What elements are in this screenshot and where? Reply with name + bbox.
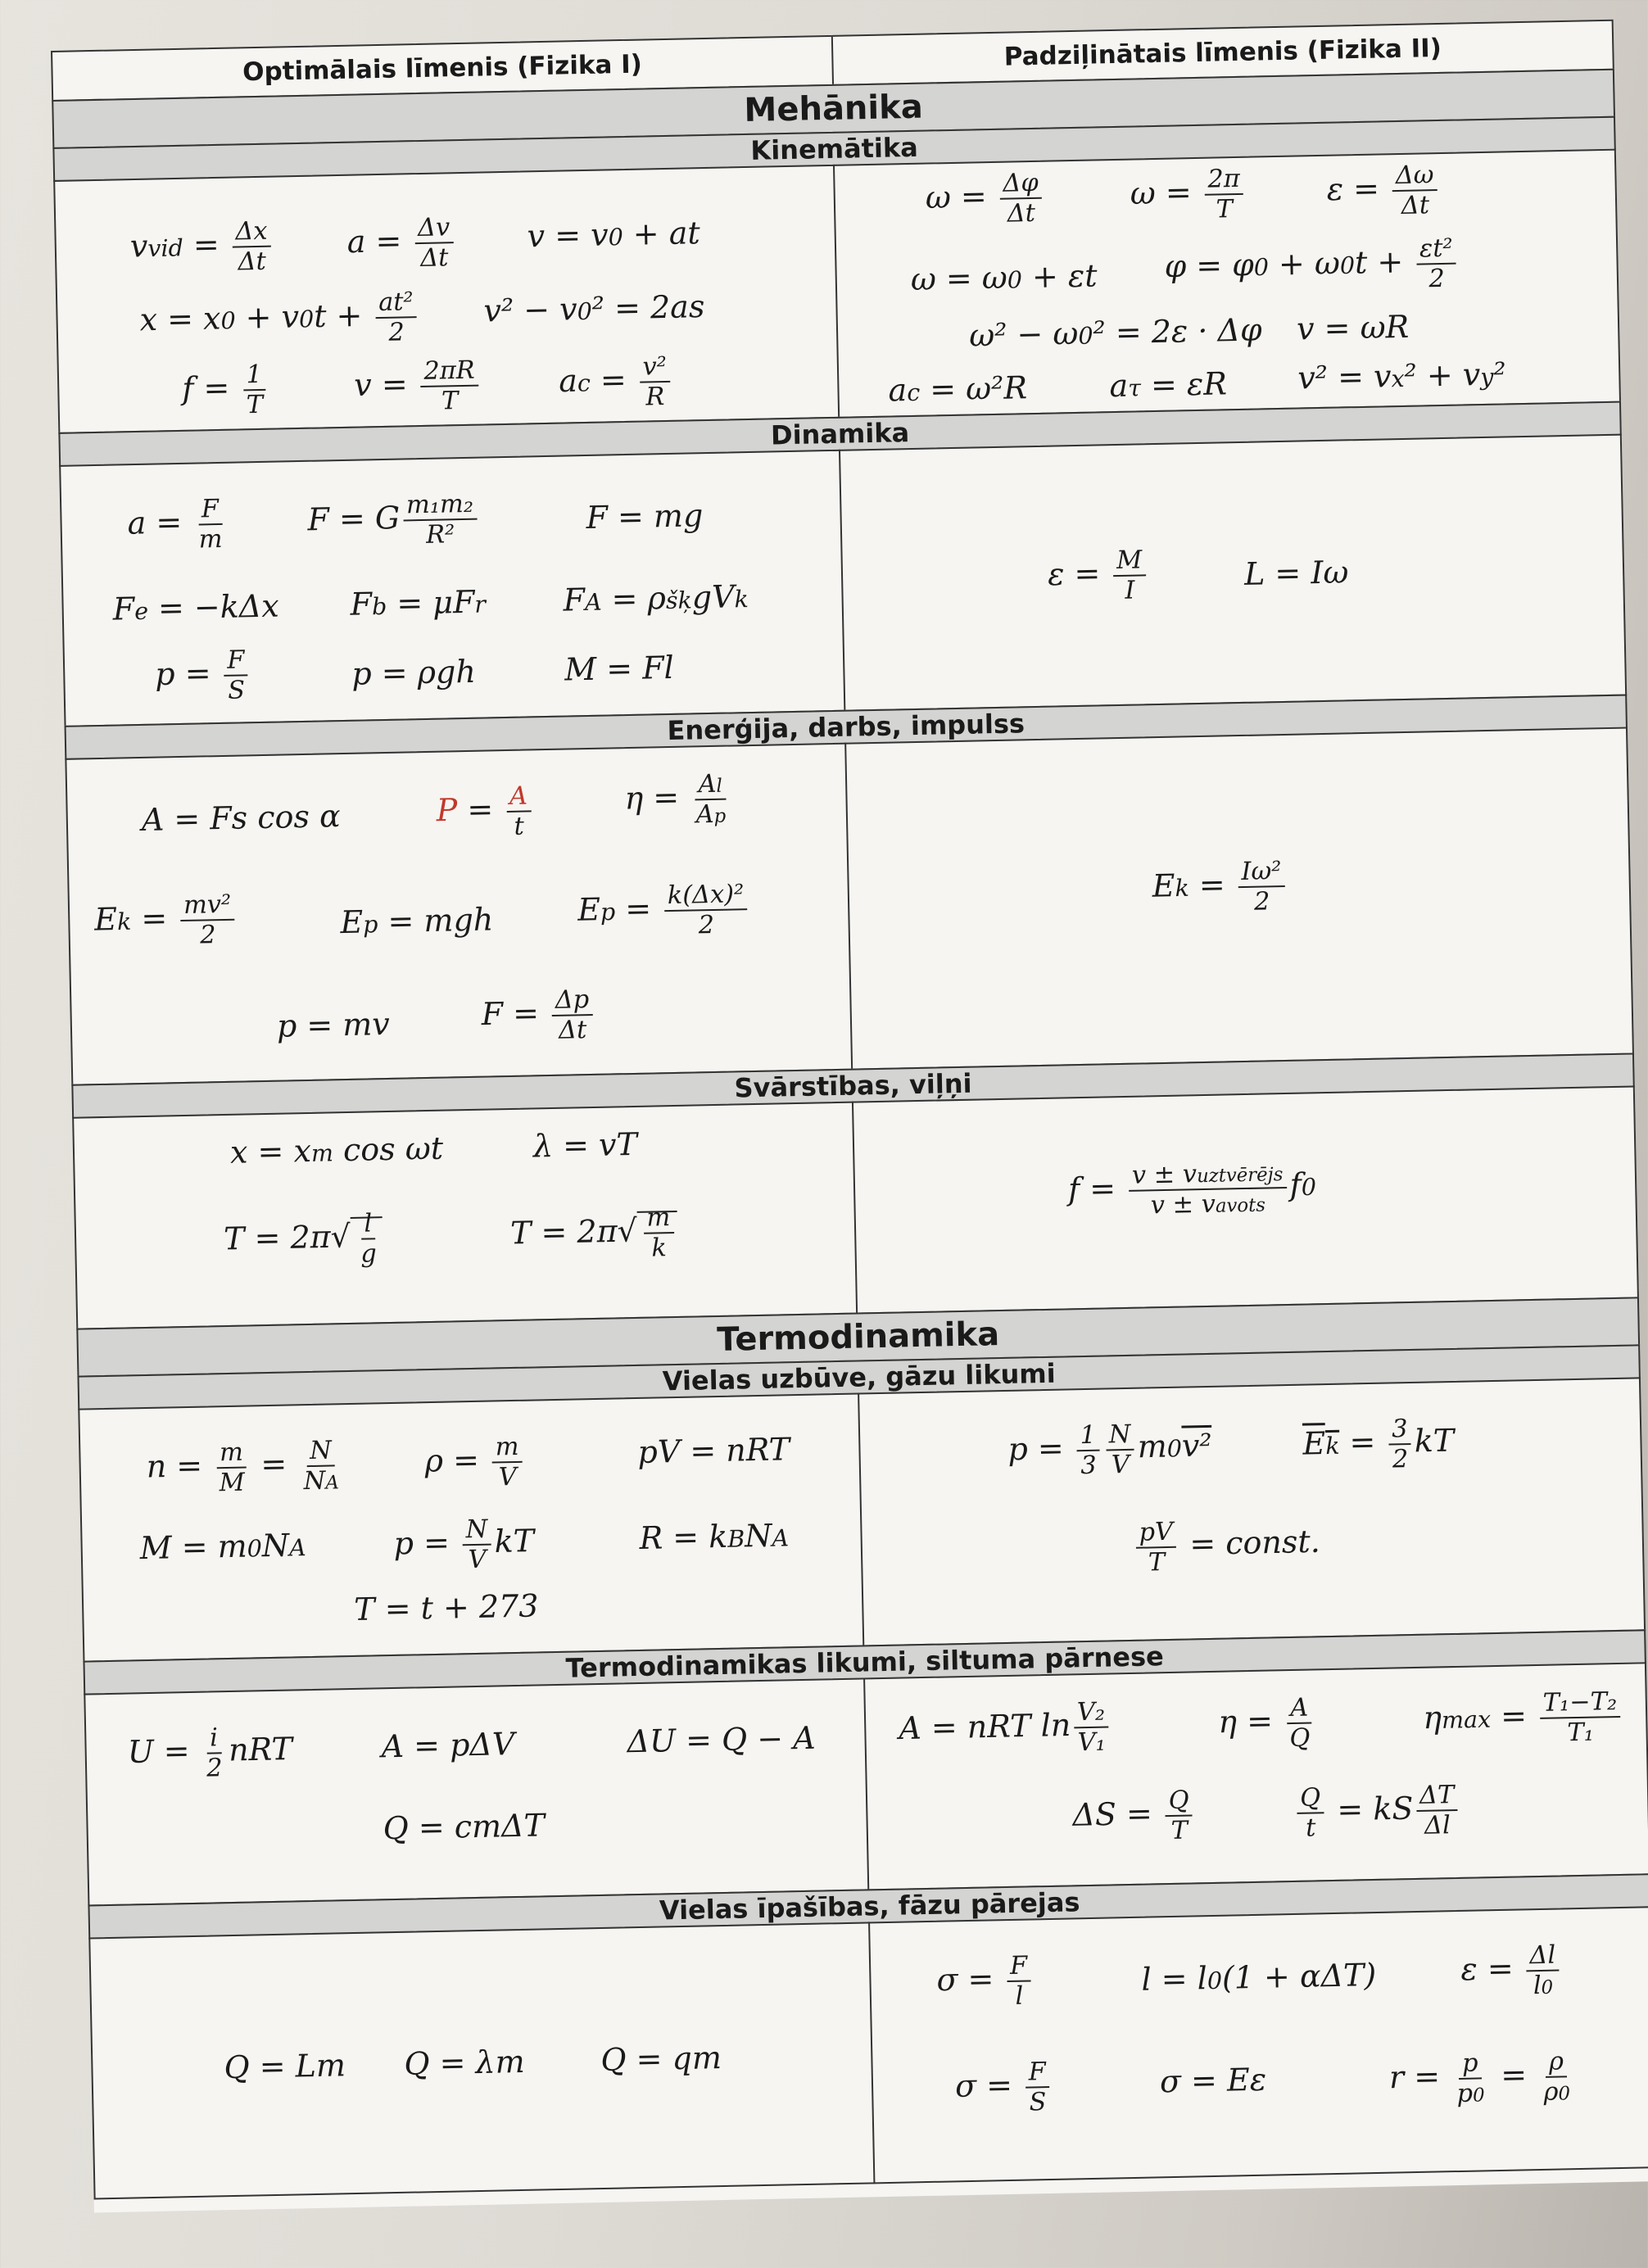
formula: T = 2π√ $\frac{m}{k}$ bbox=[509, 1203, 677, 1265]
formula: R = kBNA bbox=[639, 1517, 790, 1556]
formula: σ = $\frac{F}{S}$ bbox=[954, 2057, 1053, 2118]
formula: ε = $\frac{M}{I}$ bbox=[1047, 545, 1149, 606]
formula: $\frac{Q}{t}$ = kS $\frac{\Delta T}{\Delta l}$ bbox=[1293, 1781, 1462, 1843]
formula: A = nRT ln $\frac{\text{V₂}}{\text{V₁}}$ bbox=[899, 1697, 1112, 1760]
properties-basic bbox=[88, 1922, 875, 2199]
formula: σ = Eε bbox=[1159, 2061, 1267, 2100]
laws-basic bbox=[84, 1677, 869, 1906]
formula: p = $\frac{N}{V}$ kT bbox=[393, 1514, 535, 1575]
formula: M = m0NA bbox=[139, 1527, 307, 1567]
section-properties: Vielas īpašības, fāzu pārejas bbox=[88, 1873, 1648, 1939]
oscillations-advanced bbox=[853, 1085, 1639, 1314]
header-right: Padziļinātais līmenis (Fizika II) bbox=[831, 21, 1613, 84]
structure-advanced bbox=[859, 1377, 1646, 1646]
oscillations-basic bbox=[72, 1102, 858, 1330]
formula: f = $\frac{1}{T}$ bbox=[182, 360, 270, 421]
formula: Q = cmΔT bbox=[383, 1807, 546, 1847]
formula: Q = λm bbox=[403, 2043, 526, 2082]
section-thermodynamics: Termodinamika bbox=[76, 1297, 1640, 1377]
formula: η = $\frac{A}{Q}$ bbox=[1217, 1693, 1311, 1754]
formula: p = ρgh bbox=[351, 653, 477, 692]
structure-basic bbox=[78, 1393, 864, 1663]
formula: v = v0 + at bbox=[527, 215, 701, 255]
formula: v = $\frac{2\pi R}{T}$ bbox=[354, 356, 482, 418]
formula: pV = nRT bbox=[637, 1431, 790, 1470]
formula: Q = Lm bbox=[224, 2047, 346, 2086]
formula: v² = vx² + vy² bbox=[1297, 355, 1507, 396]
formula: ρ = $\frac{m}{V}$ bbox=[424, 1433, 527, 1493]
formula: F = mg bbox=[586, 497, 704, 536]
formula: A = Fs cos α bbox=[141, 798, 342, 838]
formula: P = $\frac{A}{t}$ bbox=[436, 781, 535, 842]
formula: p = $\frac{1}{3}$ $\frac{N}{V}$ m0v² bbox=[1007, 1419, 1213, 1481]
formula: ε = $\frac{\Delta\omega}{\Delta t}$ bbox=[1326, 161, 1442, 222]
dynamics-advanced bbox=[840, 434, 1627, 712]
formula: ω = ω0 + εt bbox=[910, 257, 1098, 297]
formula: Fe = −kΔx bbox=[112, 587, 280, 627]
formula: vvid = $\frac{\Delta x}{\Delta t}$ bbox=[129, 217, 274, 279]
dynamics-basic bbox=[59, 450, 845, 727]
section-kinematics: Kinemātika bbox=[52, 116, 1615, 182]
formula: η = $\frac{Al}{Ap}$ bbox=[624, 769, 727, 830]
formula: σ = $\frac{F}{l}$ bbox=[936, 1951, 1035, 2012]
formula: T = t + 273 bbox=[353, 1587, 539, 1627]
formula: a = $\frac{\Delta v}{\Delta t}$ bbox=[346, 213, 457, 274]
formula: ac = ω²R bbox=[888, 369, 1028, 409]
section-energy: Enerģija, darbs, impulss bbox=[65, 695, 1628, 760]
formula: Ep = $\frac{\text{k(Δx)²}}{2}$ bbox=[577, 880, 752, 942]
formula: F = G $\frac{\text{m₁m₂}}{\text{R²}}$ bbox=[307, 490, 481, 552]
formula: ΔU = Q − A bbox=[627, 1719, 817, 1760]
formula: ε = $\frac{\Delta l}{l0}$ bbox=[1460, 1940, 1563, 2001]
formula: Fb = μFr bbox=[350, 583, 487, 622]
formula: p = $\frac{F}{S}$ bbox=[155, 645, 252, 706]
formula-sheet bbox=[51, 20, 1648, 2213]
formula: x = x0 + v0t + $\frac{\text{at²}}{2}$ bbox=[139, 287, 421, 352]
kinematics-basic bbox=[53, 165, 840, 434]
energy-basic bbox=[65, 743, 853, 1086]
formula: A = pΔV bbox=[381, 1726, 515, 1765]
formula: T = 2π√ $\frac{l}{g}$ bbox=[224, 1209, 384, 1271]
formula: Q = qm bbox=[600, 2039, 722, 2079]
formula: n = $\frac{m}{M}$ = $\frac{N}{NA}$ bbox=[146, 1436, 340, 1498]
properties-advanced bbox=[870, 1906, 1648, 2184]
formula: φ = φ0 + ω0t + $\frac{\text{εt²}}{2}$ bbox=[1164, 234, 1460, 299]
formula: ω = $\frac{2\pi}{T}$ bbox=[1130, 165, 1247, 226]
formula: Ek = $\frac{\text{mv²}}{2}$ bbox=[94, 890, 239, 953]
formula: M = Fl bbox=[564, 649, 675, 688]
formula: v² − v0² = 2as bbox=[483, 288, 705, 329]
formula: a = $\frac{F}{m}$ bbox=[127, 495, 223, 555]
formula: ω² − ω0² = 2ε · Δφ bbox=[968, 311, 1263, 354]
formula: $\frac{pV}{T}$ = const. bbox=[1132, 1514, 1320, 1578]
formula: r = $\frac{p}{p0}$ = $\frac{\rho}{\rho 0}$ bbox=[1388, 2047, 1571, 2109]
section-mechanics: Mehānika bbox=[52, 69, 1615, 149]
formula: l = l0(1 + αΔT) bbox=[1141, 1957, 1377, 1998]
formula: ω = $\frac{\Delta\varphi}{\Delta t}$ bbox=[925, 169, 1046, 230]
formula: λ = vT bbox=[532, 1125, 638, 1165]
formula: Ep = mgh bbox=[339, 901, 494, 941]
formula: Ek = $\frac{3}{2}$ kT bbox=[1302, 1415, 1455, 1474]
formula: U = $\frac{i}{2}$ nRT bbox=[127, 1723, 293, 1783]
formula: ηmax = $\frac{\text{T₁−T₂}}{\text{T₁}}$ bbox=[1423, 1687, 1625, 1750]
formula: F = $\frac{\Delta p}{\Delta t}$ bbox=[481, 985, 596, 1047]
formula: v = ωR bbox=[1296, 308, 1410, 347]
formula: L = Iω bbox=[1243, 554, 1349, 592]
section-structure: Vielas uzbūve, gāzu likumi bbox=[77, 1344, 1640, 1410]
energy-advanced bbox=[846, 727, 1634, 1071]
formula: FA = ρšķgVk bbox=[563, 578, 749, 618]
section-laws: Termodinamikas likumi, siltuma pārnese bbox=[83, 1629, 1646, 1695]
formula: p = mv bbox=[276, 1005, 391, 1044]
formula: ac = $\frac{\text{v²}}{R}$ bbox=[559, 352, 674, 414]
formula: aτ = εR bbox=[1109, 365, 1228, 405]
formula: x = xm cos ωt bbox=[229, 1129, 444, 1170]
kinematics-advanced bbox=[835, 149, 1621, 419]
section-dynamics: Dinamika bbox=[58, 401, 1621, 467]
formula: Ek = $\frac{\text{Iω²}}{2}$ bbox=[1152, 857, 1288, 918]
header-left: Optimālais līmenis (Fizika I) bbox=[242, 49, 643, 88]
laws-advanced bbox=[865, 1662, 1648, 1890]
section-oscillations: Svārstības, viļņi bbox=[71, 1053, 1634, 1118]
formula: f = v ± vuztvērējs v ± vavots f0 bbox=[1067, 1157, 1316, 1221]
formula: ΔS = $\frac{Q}{T}$ bbox=[1072, 1786, 1197, 1847]
